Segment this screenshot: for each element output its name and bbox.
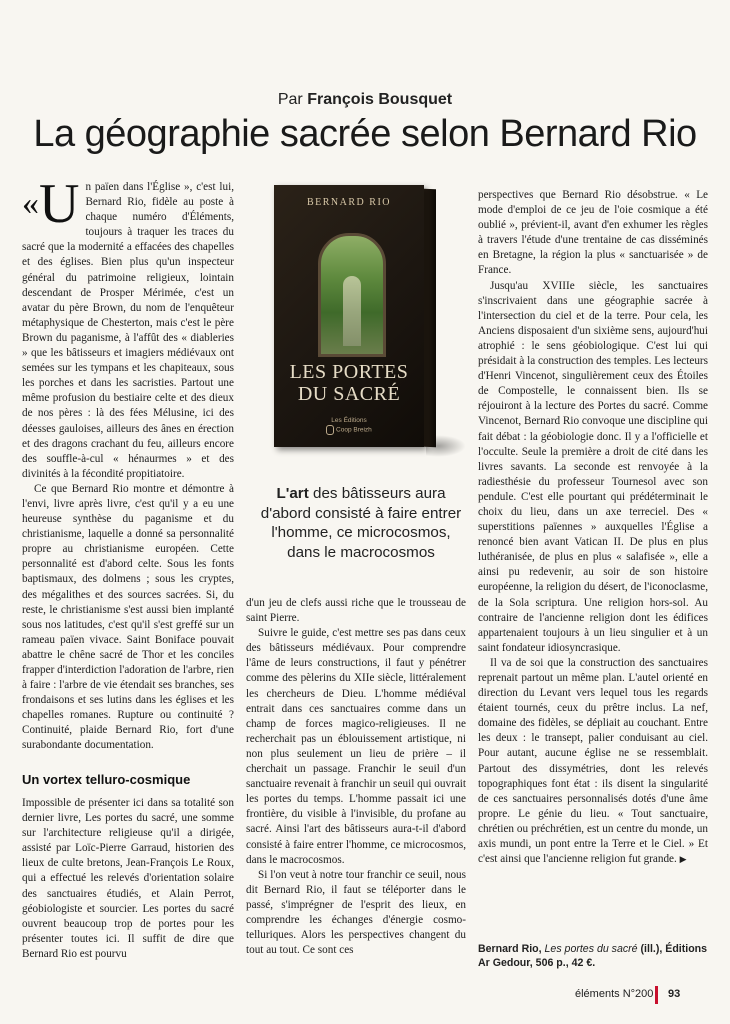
paragraph-1: n païen dans l'Église », c'est lui, Bernard Rio, fidèle au poste à chaque numéro d'Éléments, toujours à traquer les traces du sacré que la modernité a effacées des chapelles et des églises. Bien plus qu'un inspecteur général du patrimoine religieux, lointain descendant de Prosper Mérimée, c'est un avatar du père Brown, du nom de l'enquêteur métaphysique de Chesterton, mais c'est le père Brown du paganisme, à l'affût des « diableries » que les bâtisseurs et imagiers médiévaux ont semées sur les tympans et les chapiteaux, sous les porches et dans les sacristies. Partout une même profusion du bestiaire celte et des dieux de nos pères : là des fées Mélusine, ici des déesses gauloises, ailleurs des ânes en érection et des dragons crachant du feu, ailleurs encore des souffle-à-cul « hénaurmes » et des divinités à la fécondité propitiatoire. bbox=[22, 181, 234, 480]
article-title: La géographie sacrée selon Bernard Rio bbox=[33, 113, 697, 155]
book-spine bbox=[424, 189, 436, 447]
paragraph-5: Suivre le guide, c'est mettre ses pas dans ceux des bâtisseurs médiévaux. Pour comprendre l'âme de leurs constructions, il faut y pénétrer comme des pèlerins du XIIe siècle, littéralement les chercheurs de Dieu. L'homme médiéval entrait dans ces sanctuaires comme dans un champ de forces magico-religieuses. Il ne recherchait pas un éblouissement artistique, ni non plus seulement un lieu de prière – il cherchait un passage. Franchir le seuil d'un sanctuaire revenait à franchir un seuil qui ouvrait les portes du temps. L'homme passait ici une frontière, du visible à l'invisible, du profane au sacré. Ainsi l'art des bâtisseurs aura-t-il d'abord consisté à faire entrer l'homme, ce microcosmos, dans le macrocosmos. bbox=[246, 627, 466, 866]
footer-divider bbox=[655, 986, 658, 1004]
byline-prefix: Par bbox=[277, 91, 303, 108]
cover-publisher: Les Éditions Coop Breizh bbox=[274, 417, 424, 435]
byline-author: François Bousquet bbox=[307, 91, 453, 108]
column-2 bbox=[246, 596, 466, 966]
paragraph-6: Si l'on veut à notre tour franchir ce seuil, nous dit Bernard Rio, il faut se téléporter dans le passé, s'imprégner de l'esprit des lieux, en comprendre les échanges d'énergie cosmo-telluriques. Alors les perspectives changent du tout au tout. Ce sont ces bbox=[246, 868, 466, 957]
column-3 bbox=[478, 188, 708, 920]
paragraph-9: Il va de soi que la construction des sanctuaires reprenait partout un même plan. L'autel orienté en direction du Levant vers lequel tous les regards étaient tournés, ceux du prêtre inclus. La nef, domaine des fidèles, se dépliait au couchant. Entre les deux : le transept, palier conduisant au ciel. Pour autant, aucune église ne se ressemblait. Partout des dissymétries, dont les relevés topographiques font état : ils disent la singularité de ces sanctuaires personnalisés dotés d'une âme propre. Le génie du lieu. « Tout sanctuaire, chrétien ou préchrétien, est un centre du monde, un axis mundi, un pont entre la Terre et le Ciel. » Et c'est ainsi que l'ancienne religion fut grande. ▶ bbox=[478, 656, 708, 866]
paragraph-8: Jusqu'au XVIIIe siècle, les sanctuaires s'inscrivaient dans une géographie sacrée à l'intersection du ciel et de la terre. Pour cela, les Anciens disposaient d'un sixième sens, aujourd'hui atrophié : le sens géobiologique. C'est lui qui présidait à la construction des temples. Les lecteurs d'Henri Vincenot, singulièrement ceux des Étoiles de Compostelle, le connaissent bien. Ils se réjouiront à la lecture des Portes du sacré. Comme Vincenot, Bernard Rio convoque une discipline qui fait débat : la géobiologie donc. Il y a l'officielle et l'occulte. Seule la première a droit de cité dans les livres savants. La seconde est renvoyée à la radiesthésie du professeur Tournesol avec son pendule. C'est elle pourtant qui prédéterminait le choix du lieu, dans un axe terreciel. Des « superstitions païennes » auxquelles l'Église a renoncé bien avant Vatican II. De plus en plus luthéranisée, de plus en plus « salafisée », elle a ainsi pu redevenir, au soir de son histoire européenne, la religion du désert, de l'iconoclasme, de la Sola scriptura. Une religion hors-sol. Au contraire de l'ancienne religion dont les édifices appartenaient toujours à un lieu singulier et à un saint fondateur idiosyncrasique. bbox=[478, 279, 708, 654]
column-1 bbox=[22, 180, 234, 750]
drop-cap: «U bbox=[22, 180, 80, 235]
subheading: Un vortex telluro-cosmique bbox=[22, 772, 191, 787]
book-cover bbox=[274, 185, 424, 447]
book-credit: Bernard Rio, Les portes du sacré (ill.), Éditions Ar Gedour, 506 p., 42 €. bbox=[478, 943, 708, 969]
cover-title: LES PORTES DU SACRÉ bbox=[289, 361, 409, 405]
pull-quote-text: des bâtisseurs aura d'abord consisté à faire entrer l'homme, ce microcosmos, dans le macrocosmos bbox=[260, 485, 462, 561]
paragraph-2: Ce que Bernard Rio montre et démontre à l'envi, livre après livre, c'est qu'il y a eu une heureuse synthèse du paganisme et du christianisme, laquelle a donné sa personnalité propre au christianisme européen. Cette personnalité est d'abord celte. Sous les fonts baptismaux, des dolmens ; sous les cryptes, des mégalithes et des sources sacrées. Si, du reste, le christianisme s'est aussi bien implanté sous nos latitudes, c'est qu'il s'est greffé sur un rameau païen vivace. Saint Boniface pouvait abattre le chêne sacré de Thor et les conciles frapper d'interdiction l'adoration de l'arbre, rien à faire : l'arbre de vie étendait ses branches, ses frondaisons et ses lutins dans les églises et les chapelles romanes. Rupture ou continuité ? Continuité, plaide Bernard Rio, fort d'une surabondante documentation. bbox=[22, 482, 234, 750]
paragraph-4: d'un jeu de clefs aussi riche que le trousseau de saint Pierre. bbox=[246, 597, 466, 625]
book-cover-image bbox=[266, 185, 456, 460]
cover-author: BERNARD RIO bbox=[306, 197, 391, 208]
column-1-bottom bbox=[22, 796, 234, 966]
end-mark-icon: ▶ bbox=[679, 854, 687, 865]
cover-arch-illustration bbox=[318, 233, 386, 357]
magazine-issue: éléments N°200 bbox=[575, 988, 654, 1000]
byline bbox=[0, 91, 730, 109]
page-number: 93 bbox=[668, 988, 681, 1000]
pull-quote bbox=[256, 484, 466, 562]
publisher-logo-icon bbox=[326, 425, 334, 435]
paragraph-3: Impossible de présenter ici dans sa totalité son dernier livre, Les portes du sacré, une somme sur l'architecture religieuse qu'il a dirigée, assisté par Loïc-Pierre Garraud, historien des lieux de culte bretons, Jean-François Le Roux, qui a effectué les relevés d'orientation solaire des sanctuaires étudiés, et Alain Perrot, géobiologiste et sourcier. Les portes du sacré ouvrent beaucoup trop de portes pour les présenter toutes ici. Il suffit de dire que Bernard Rio est pourvu bbox=[22, 797, 234, 960]
pull-quote-lead: L'art bbox=[276, 485, 309, 502]
paragraph-7: perspectives que Bernard Rio désobstrue. « Le mode d'emploi de ce jeu de l'oie cosmique a été oublié », prévient-il, avant d'en exhumer les règles à travers l'étude d'une trentaine de cas disséminés en Bretagne, la région la plus « sanctuarisée » de France. bbox=[478, 189, 708, 277]
